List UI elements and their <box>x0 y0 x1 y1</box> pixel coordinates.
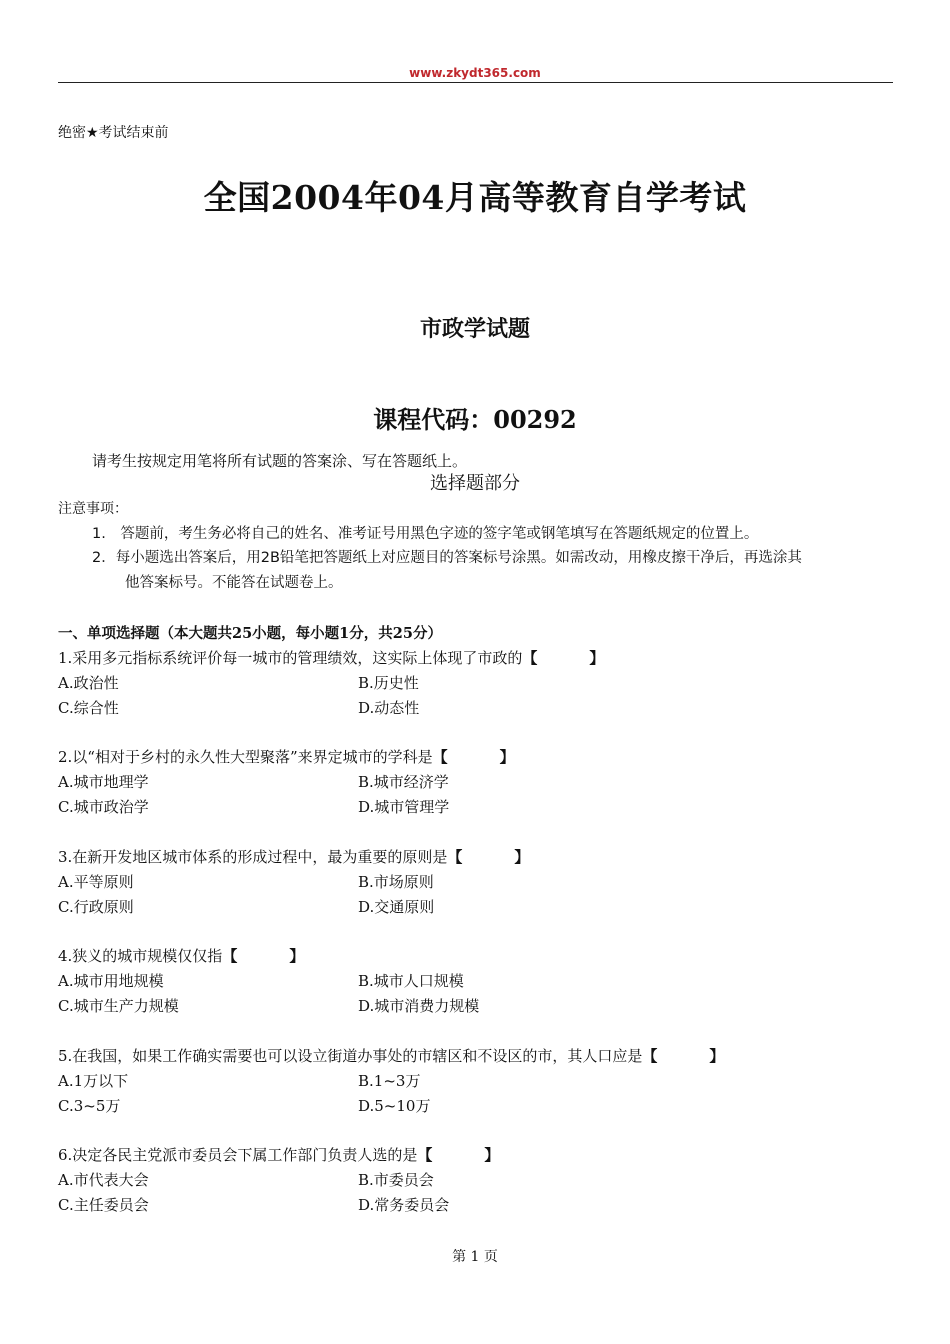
question-text: 4.狭义的城市规模仅仅指 <box>58 947 223 965</box>
header-url: www.zkydt365.com <box>409 66 541 80</box>
option-c: C.城市生产力规模 <box>58 997 179 1015</box>
note-item-1: 1. 答题前，考生务必将自己的姓名、准考证号用黑色字迹的签字笔或钢笔填写在答题纸规定的位置上。 <box>92 526 759 542</box>
option-b: B.市场原则 <box>358 873 434 891</box>
answer-bracket: 【 】 <box>222 947 305 965</box>
question-text: 3.在新开发地区城市体系的形成过程中，最为重要的原则是 <box>58 848 448 866</box>
option-c: C.3~5万 <box>58 1097 121 1115</box>
option-a: A.政治性 <box>58 674 119 692</box>
exam-title: 全国2004年04月高等教育自学考试 <box>203 178 747 217</box>
option-c: C.城市政治学 <box>58 798 149 816</box>
question-text: 2.以“相对于乡村的永久性大型聚落”来界定城市的学科是 <box>58 748 433 766</box>
part-one-heading: 一、单项选择题（本大题共25小题，每小题1分，共25分） <box>58 625 442 642</box>
option-c: C.综合性 <box>58 699 119 717</box>
question-stem <box>58 647 604 668</box>
subject-title: 市政学试题 <box>419 316 530 342</box>
question-stem <box>58 1045 724 1066</box>
answer-bracket: 【 】 <box>432 748 515 766</box>
question-text: 1.采用多元指标系统评价每一城市的管理绩效，这实际上体现了市政的 <box>58 649 523 667</box>
section-heading: 选择题部分 <box>430 473 520 494</box>
option-d: D.常务委员会 <box>358 1196 450 1214</box>
answer-bracket: 【 】 <box>522 649 605 667</box>
confidential-label: 绝密★考试结束前 <box>58 125 169 141</box>
question-text: 5.在我国，如果工作确实需要也可以设立街道办事处的市辖区和不设区的市，其人口应是 <box>58 1047 643 1065</box>
exam-instruction: 请考生按规定用笔将所有试题的答案涂、写在答题纸上。 <box>92 452 468 470</box>
option-b: B.城市经济学 <box>358 773 449 791</box>
header-divider <box>58 82 893 83</box>
option-a: A.城市用地规模 <box>58 972 164 990</box>
question-stem <box>58 1144 499 1165</box>
option-c: C.主任委员会 <box>58 1196 149 1214</box>
option-d: D.动态性 <box>358 699 420 717</box>
option-a: A.市代表大会 <box>58 1171 149 1189</box>
note-item-2-continued: 他答案标号。不能答在试题卷上。 <box>125 575 343 591</box>
question-text: 6.决定各民主党派市委员会下属工作部门负责人选的是 <box>58 1146 418 1164</box>
option-b: B.城市人口规模 <box>358 972 464 990</box>
question-stem <box>58 746 515 767</box>
option-c: C.行政原则 <box>58 898 134 916</box>
note-item-2: 2．每小题选出答案后，用2B铅笔把答题纸上对应题目的答案标号涂黑。如需改动，用橡皮擦干净后，再选涂其 <box>92 550 802 566</box>
option-b: B.市委员会 <box>358 1171 434 1189</box>
answer-bracket: 【 】 <box>417 1146 500 1164</box>
option-a: A.平等原则 <box>58 873 134 891</box>
notes-title: 注意事项： <box>58 501 128 517</box>
answer-bracket: 【 】 <box>642 1047 725 1065</box>
option-b: B.历史性 <box>358 674 419 692</box>
question-stem <box>58 846 529 867</box>
option-d: D.城市管理学 <box>358 798 450 816</box>
answer-bracket: 【 】 <box>447 848 530 866</box>
option-a: A.城市地理学 <box>58 773 149 791</box>
page-number: 第 1 页 <box>452 1249 498 1265</box>
option-d: D.城市消费力规模 <box>358 997 480 1015</box>
option-b: B.1~3万 <box>358 1072 421 1090</box>
option-a: A.1万以下 <box>58 1072 129 1090</box>
option-d: D.交通原则 <box>358 898 435 916</box>
question-stem <box>58 945 304 966</box>
course-code: 课程代码：00292 <box>373 405 577 434</box>
option-d: D.5~10万 <box>358 1097 431 1115</box>
